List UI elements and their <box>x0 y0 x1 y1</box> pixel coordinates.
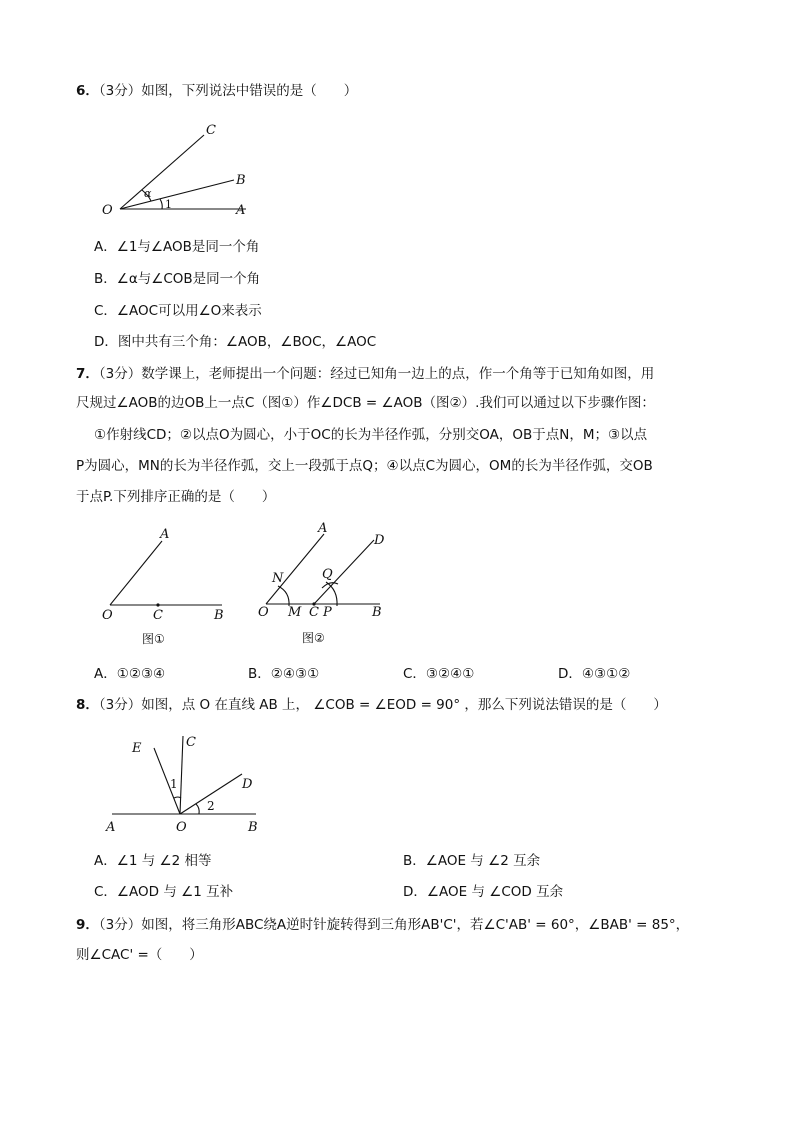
q7-line-1 <box>76 365 654 383</box>
q7-fig2-label-b: B <box>372 605 382 620</box>
q7-fig2-label-d: D <box>374 533 385 548</box>
q7-number: 7． <box>76 366 99 382</box>
q9-line-1 <box>76 916 689 934</box>
q8-label-e: E <box>132 741 142 756</box>
q6-label-b: B <box>236 173 246 188</box>
q8-label-o: O <box>176 820 187 835</box>
q8-ray-oc <box>180 736 183 814</box>
q7-fig2-label-n: N <box>272 571 284 586</box>
q9-line-1-text: （3分）如图，将三角形ABC绕A逆时针旋转得到三角形AB'C'，若∠C'AB' = 60°，∠BAB' = 85°， <box>98 917 690 933</box>
q7-option-c[interactable]: C．③②④① <box>403 666 475 682</box>
q8-arc-1 <box>174 797 181 798</box>
q7-line-5: 于点P.下列排序正确的是（ ） <box>76 489 276 505</box>
q7-figure-2 <box>252 520 402 650</box>
q8-label-d: D <box>242 777 253 792</box>
q6-label-c: C <box>206 123 216 138</box>
q6-stem-text: （3分）如图，下列说法中错误的是（ ） <box>98 83 358 99</box>
q8-option-c[interactable]: C．∠AOD 与 ∠1 互补 <box>94 884 234 900</box>
q6-number: 6． <box>76 83 99 99</box>
q7-fig1-caption: 图① <box>142 632 165 646</box>
q6-option-b[interactable]: B．∠α与∠COB是同一个角 <box>94 271 261 287</box>
q7-fig1-label-c: C <box>153 608 163 623</box>
q7-fig2-label-p: P <box>323 605 332 620</box>
q8-label-b: B <box>248 820 258 835</box>
q7-fig2-label-o: O <box>258 605 269 620</box>
q6-arc-1 <box>160 199 162 209</box>
q7-line-4: P为圆心，MN的长为半径作弧，交上一段弧于点Q；④以点C为圆心，OM的长为半径作弧，交OB <box>76 458 653 474</box>
q7-fig2-label-q: Q <box>322 567 333 582</box>
q6-option-a[interactable]: A．∠1与∠AOB是同一个角 <box>94 239 260 255</box>
q6-label-alpha: α <box>144 187 152 200</box>
q8-option-b[interactable]: B．∠AOE 与 ∠2 互余 <box>403 853 541 869</box>
q9-number: 9． <box>76 917 99 933</box>
q7-line-3: ①作射线CD；②以点O为圆心，小于OC的长为半径作弧，分别交OA，OB于点N，M；③以点 <box>94 427 648 443</box>
q6-option-d[interactable]: D．图中共有三个角：∠AOB，∠BOC，∠AOC <box>94 334 377 350</box>
q8-figure <box>100 728 270 838</box>
q6-label-o: O <box>102 203 113 218</box>
q8-label-1: 1 <box>170 777 178 791</box>
q8-number: 8． <box>76 697 99 713</box>
q7-fig2-caption: 图② <box>302 631 325 645</box>
q8-arc-2 <box>196 804 199 814</box>
q6-option-c[interactable]: C．∠AOC可以用∠O来表示 <box>94 303 262 319</box>
q7-option-a[interactable]: A．①②③④ <box>94 666 166 682</box>
q7-fig1-ray-oa <box>110 541 162 605</box>
q8-stem-text: （3分）如图，点 O 在直线 AB 上， ∠COB = ∠EOD = 90° ，那么下列说法错误的是（ ） <box>98 697 667 713</box>
q7-fig1-point-c <box>156 603 159 606</box>
q7-fig2-arc-mn <box>278 586 289 606</box>
q7-fig1-label-a: A <box>160 527 170 542</box>
q7-fig1-label-b: B <box>214 608 224 623</box>
q6-figure <box>96 118 266 218</box>
q8-option-d[interactable]: D．∠AOE 与 ∠COD 互余 <box>403 884 564 900</box>
q9-line-2: 则∠CAC' =（ ） <box>76 947 203 963</box>
q7-fig2-ray-oa <box>266 534 324 604</box>
q8-label-2: 2 <box>207 799 215 813</box>
q8-stem <box>76 696 667 714</box>
q7-fig2-label-c: C <box>309 605 319 620</box>
q6-stem <box>76 82 357 100</box>
q7-option-d[interactable]: D．④③①② <box>558 666 631 682</box>
q8-label-c: C <box>186 735 196 750</box>
q7-fig2-label-a: A <box>318 521 328 536</box>
q7-figure-1 <box>98 525 238 650</box>
q7-line-2: 尺规过∠AOB的边OB上一点C（图①）作∠DCB = ∠AOB（图②）.我们可以通过以下步骤作图： <box>76 395 655 411</box>
q8-label-a: A <box>106 820 116 835</box>
q7-line-1-text: （3分）数学课上，老师提出一个问题：经过已知角一边上的点，作一个角等于已知角如图，用 <box>98 366 655 382</box>
q8-option-a[interactable]: A．∠1 与 ∠2 相等 <box>94 853 212 869</box>
q7-fig2-label-m: M <box>288 605 302 620</box>
q7-fig1-label-o: O <box>102 608 113 623</box>
q6-label-1: 1 <box>165 198 172 211</box>
q6-label-a: A <box>236 203 246 218</box>
q7-option-b[interactable]: B．②④③① <box>248 666 320 682</box>
